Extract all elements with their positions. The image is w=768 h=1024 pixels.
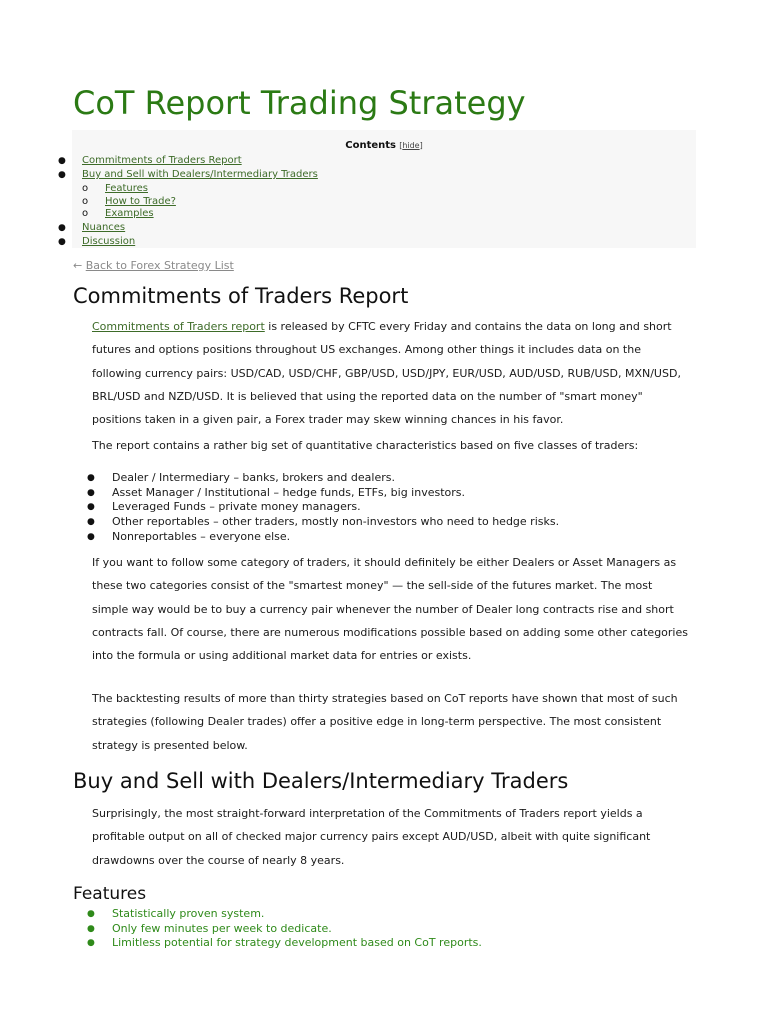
circle-bullet-icon: o (82, 195, 89, 207)
toc-bracket-close: ] (419, 141, 423, 150)
toc-hide-link[interactable]: hide (402, 141, 420, 150)
arrow-left-icon: ← (73, 259, 83, 272)
bullet-icon: ● (87, 487, 95, 498)
toc-link-how-to-trade[interactable]: How to Trade? (105, 195, 176, 207)
back-link-wrapper (73, 259, 234, 272)
section-heading-commitments: Commitments of Traders Report (73, 284, 409, 308)
bullet-icon: ● (87, 517, 95, 528)
list-item (87, 922, 482, 937)
bullet-icon: ● (87, 531, 95, 542)
list-item (87, 515, 559, 530)
list-item (87, 530, 559, 545)
bullet-icon: ● (87, 909, 95, 919)
toc-title: Contents (345, 140, 396, 151)
trader-classes-list (87, 471, 559, 544)
section2-paragraph-1: Surprisingly, the most straight-forward interpretation of the Commitments of Traders report yields a profitable output on all of checked major currency pairs except AUD/USD, albeit with quite significant drawdowns over the course of nearly 8 years. (92, 807, 651, 867)
list-item (87, 936, 482, 951)
toc-bracket-open: [ (399, 141, 403, 150)
cot-report-link[interactable]: Commitments of Traders report (92, 320, 265, 333)
bullet-icon: ● (87, 938, 95, 949)
section1-paragraph-1 (92, 315, 692, 431)
list-item-text: Dealer / Intermediary – banks, brokers and dealers. (112, 471, 395, 484)
toc-link-examples[interactable]: Examples (105, 208, 154, 219)
bullet-icon: ● (87, 923, 95, 934)
section1-paragraph-2: The report contains a rather big set of quantitative characteristics based on five classes of traders: (92, 439, 639, 452)
list-item (87, 486, 559, 501)
bullet-icon: ● (87, 473, 95, 483)
toc-link-buy-sell[interactable]: Buy and Sell with Dealers/Intermediary Traders (82, 169, 318, 180)
page-title: CoT Report Trading Strategy (73, 84, 526, 122)
section1-paragraph-3: If you want to follow some category of traders, it should definitely be either Dealers or Asset Managers as these two categories consist of the "smartest money" — the sell-side of the futures market. The most simple way would be to buy a currency pair whenever the number of Dealer long contracts rise and short contracts fall. Of course, there are numerous modifications possible based on adding some other categories into the formula or using additional market data for entries or exists. (92, 556, 688, 663)
circle-bullet-icon: o (82, 183, 89, 194)
bullet-icon: ● (58, 223, 66, 233)
toc-link-features[interactable]: Features (105, 183, 148, 194)
back-to-strategy-list-link[interactable]: Back to Forex Strategy List (85, 259, 234, 272)
section1-paragraph-1-text: is released by CFTC every Friday and contains the data on long and short futures and options positions throughout US exchanges. Among other things it includes data on the following currency pairs: USD/CAD, USD/CHF, GBP/USD, USD/JPY, EUR/USD, AUD/USD, RUB/USD, MXN/USD, BRL/USD and NZD/USD. It is believed that using the reported data on the number of "smart money" positions taken in a given pair, a Forex trader may skew winning chances in his favor. (92, 320, 681, 427)
toc-link-commitments[interactable]: Commitments of Traders Report (82, 155, 242, 166)
list-item-text: Limitless potential for strategy development based on CoT reports. (112, 936, 482, 950)
list-item-text: Statistically proven system. (112, 907, 265, 920)
bullet-icon: ● (58, 237, 66, 247)
bullet-icon: ● (58, 156, 66, 166)
section-heading-features: Features (73, 884, 147, 904)
list-item (87, 907, 482, 922)
toc-header (0, 140, 768, 151)
toc-hide-wrapper (399, 141, 423, 150)
toc-link-nuances[interactable]: Nuances (82, 222, 126, 233)
toc-link-discussion[interactable]: Discussion (82, 236, 136, 247)
section-heading-buy-sell: Buy and Sell with Dealers/Intermediary Traders (73, 769, 569, 793)
list-item (87, 500, 559, 515)
list-item (87, 471, 559, 486)
section1-paragraph-4: The backtesting results of more than thirty strategies based on CoT reports have shown that most of such strategies (following Dealer trades) offer a positive edge in long-term perspective. The most consistent strategy is presented below. (92, 692, 678, 752)
circle-bullet-icon: o (82, 208, 89, 219)
bullet-icon: ● (58, 170, 66, 180)
features-list (87, 907, 482, 951)
list-item-text: Only few minutes per week to dedicate. (112, 921, 332, 935)
list-item-text: Other reportables – other traders, mostly non-investors who need to hedge risks. (112, 515, 560, 529)
list-item-text: Leveraged Funds – private money managers. (112, 500, 361, 514)
list-item-text: Asset Manager / Institutional – hedge funds, ETFs, big investors. (112, 485, 465, 499)
bullet-icon: ● (87, 502, 95, 513)
list-item-text: Nonreportables – everyone else. (112, 529, 291, 543)
